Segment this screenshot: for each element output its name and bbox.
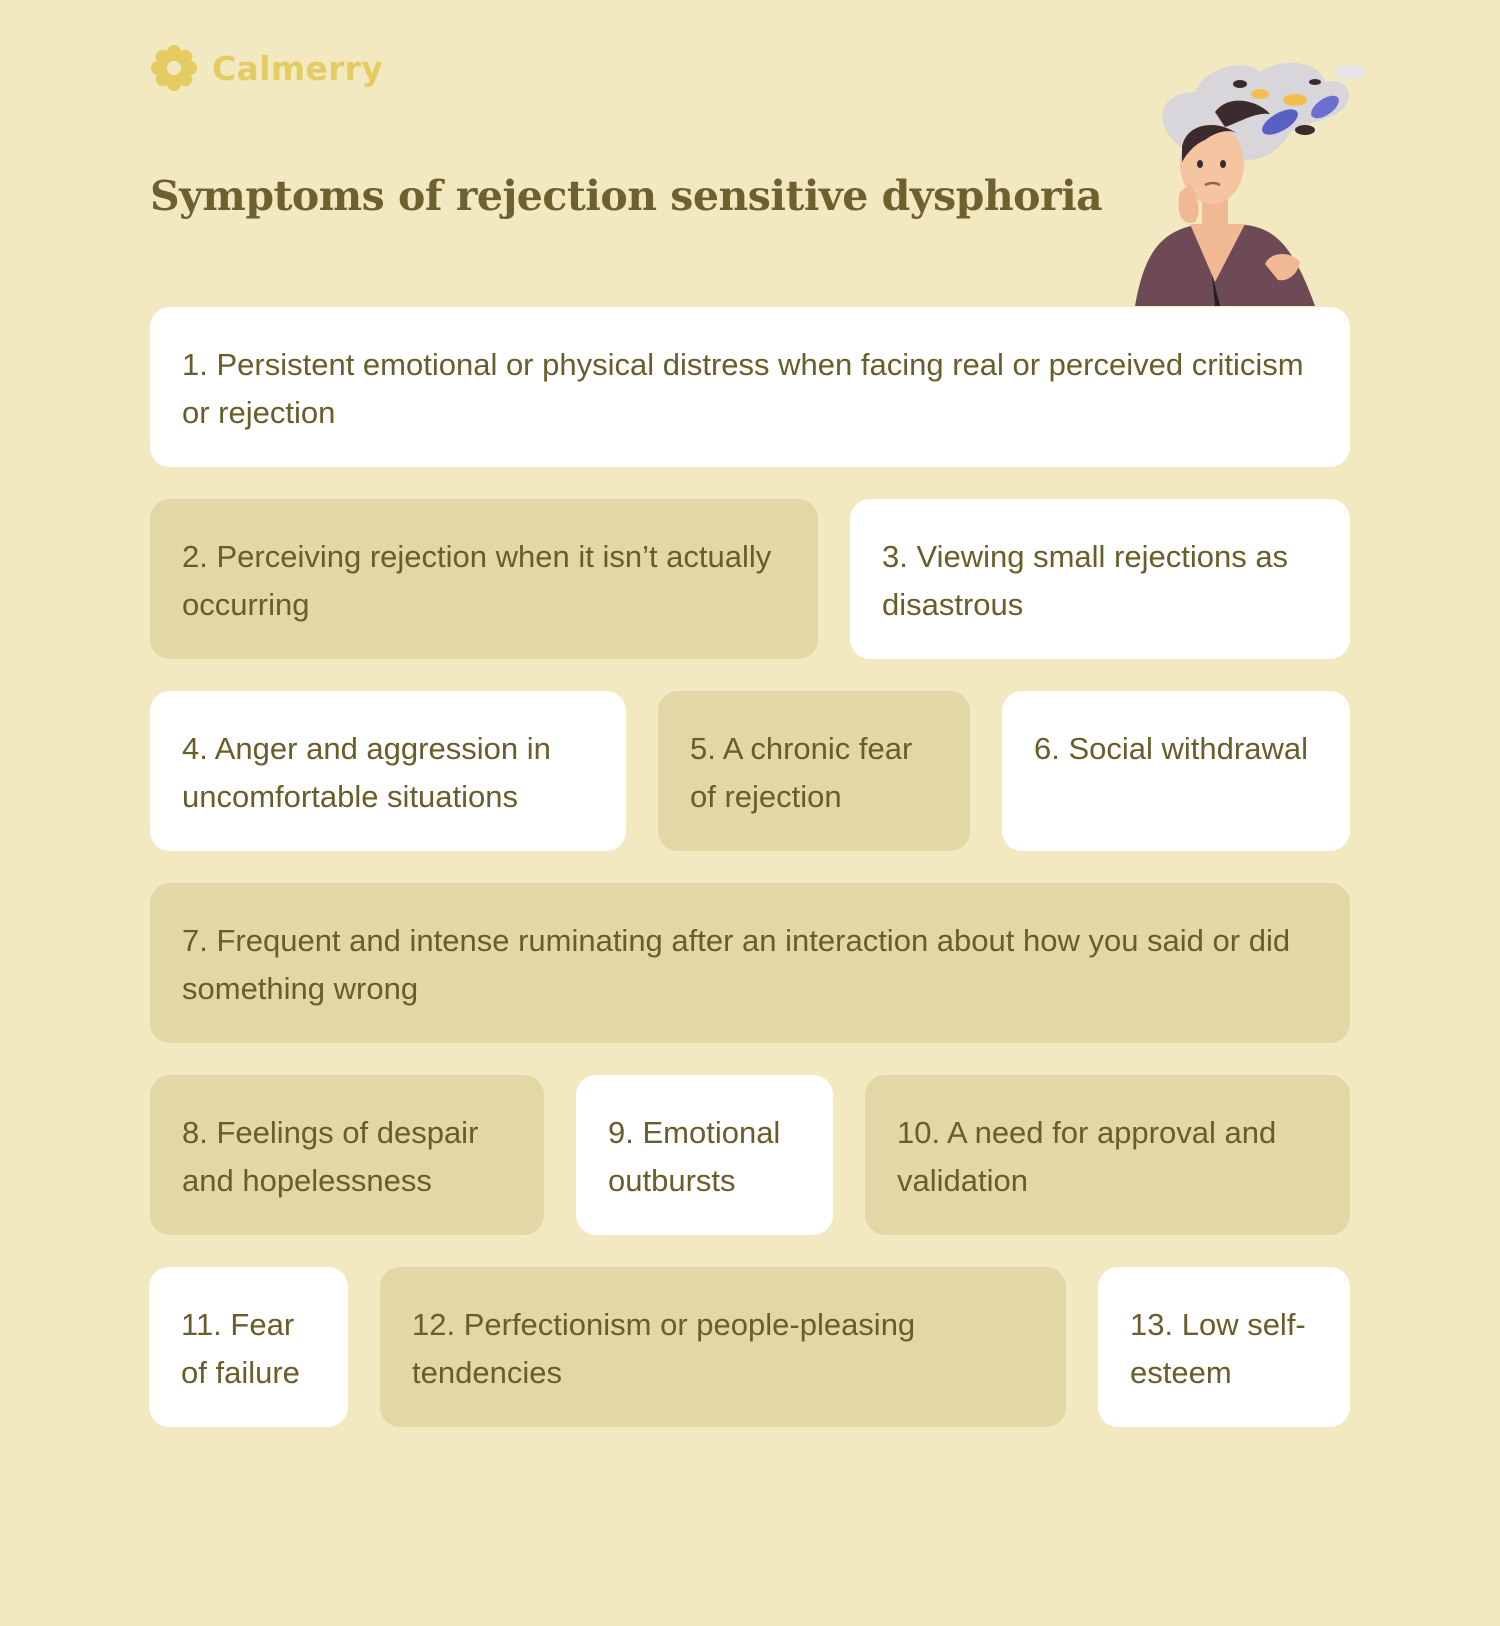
symptom-card-8: 8. Feelings of despair and hopelessness [150, 1075, 544, 1235]
sun-flower-icon [150, 44, 198, 92]
symptom-card-10: 10. A need for approval and validation [865, 1075, 1350, 1235]
symptom-card-6: 6. Social withdrawal [1002, 691, 1350, 851]
symptom-card-1: 1. Persistent emotional or physical distress when facing real or perceived criticism or rejection [150, 307, 1350, 467]
symptom-card-13: 13. Low self-esteem [1098, 1267, 1350, 1427]
brand [150, 44, 383, 92]
symptom-card-4: 4. Anger and aggression in uncomfortable situations [150, 691, 626, 851]
symptom-card-3: 3. Viewing small rejections as disastrous [850, 499, 1350, 659]
symptom-card-2: 2. Perceiving rejection when it isn’t actually occurring [150, 499, 818, 659]
symptom-card-5: 5. A chronic fear of rejection [658, 691, 970, 851]
symptom-card-12: 12. Perfectionism or people-pleasing tendencies [380, 1267, 1066, 1427]
woman-with-racing-thoughts-illustration [1120, 52, 1370, 306]
page-title: Symptoms of rejection sensitive dysphoria [150, 172, 1103, 220]
symptom-card-9: 9. Emotional outbursts [576, 1075, 833, 1235]
symptom-card-11: 11. Fear of failure [149, 1267, 348, 1427]
brand-name: Calmerry [212, 48, 384, 88]
symptom-card-7: 7. Frequent and intense ruminating after an interaction about how you said or did something wrong [150, 883, 1350, 1043]
